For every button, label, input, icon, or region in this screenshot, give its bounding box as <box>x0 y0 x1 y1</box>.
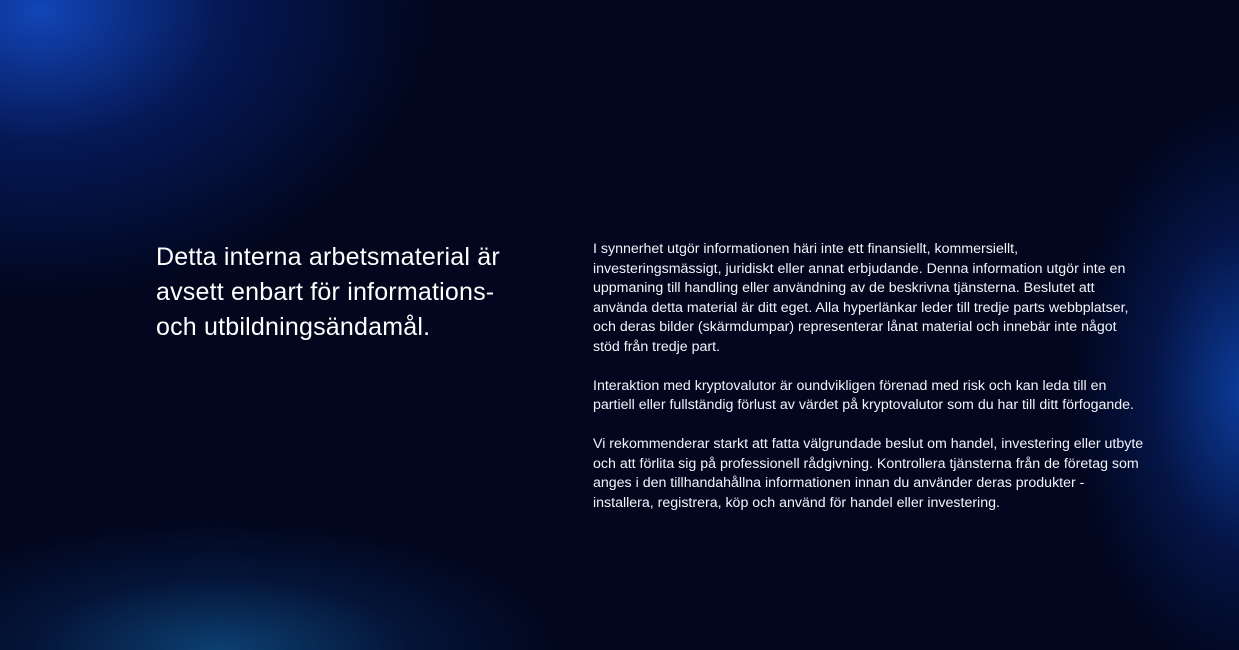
disclaimer-paragraph-risk: Interaktion med kryptovalutor är oundvikligen förenad med risk och kan leda till en partiell eller fullständig förlust av värdet på kryptovalutor som du har till ditt förfogande. <box>593 377 1134 413</box>
disclaimer-headline: Detta interna arbetsmaterial är avsett enbart för informations- och utbildningsändamål. <box>156 243 500 341</box>
disclaimer-body <box>593 240 1145 533</box>
disclaimer-paragraph-general: I synnerhet utgör informationen häri inte ett finansiellt, kommersiellt, investeringsmässigt, juridiskt eller annat erbjudande. Denna information utgör inte en uppmaning till handling eller användning av de beskrivna tjänsterna. Beslutet att använda detta material är ditt eget. Alla hyperlänkar leder till tredje parts webbplatser, och deras bilder (skärmdumpar) representerar lånat material och innebär inte något stöd från tredje part. <box>593 241 1129 355</box>
disclaimer-paragraph-advice: Vi rekommenderar starkt att fatta välgrundade beslut om handel, investering eller utbyte och att förlita sig på professionell rådgivning. Kontrollera tjänsterna från de företag som anges i den tillhandahållna informationen innan du använder deras produkter - installera, registrera, köp och använd för handel eller investering. <box>593 436 1144 511</box>
